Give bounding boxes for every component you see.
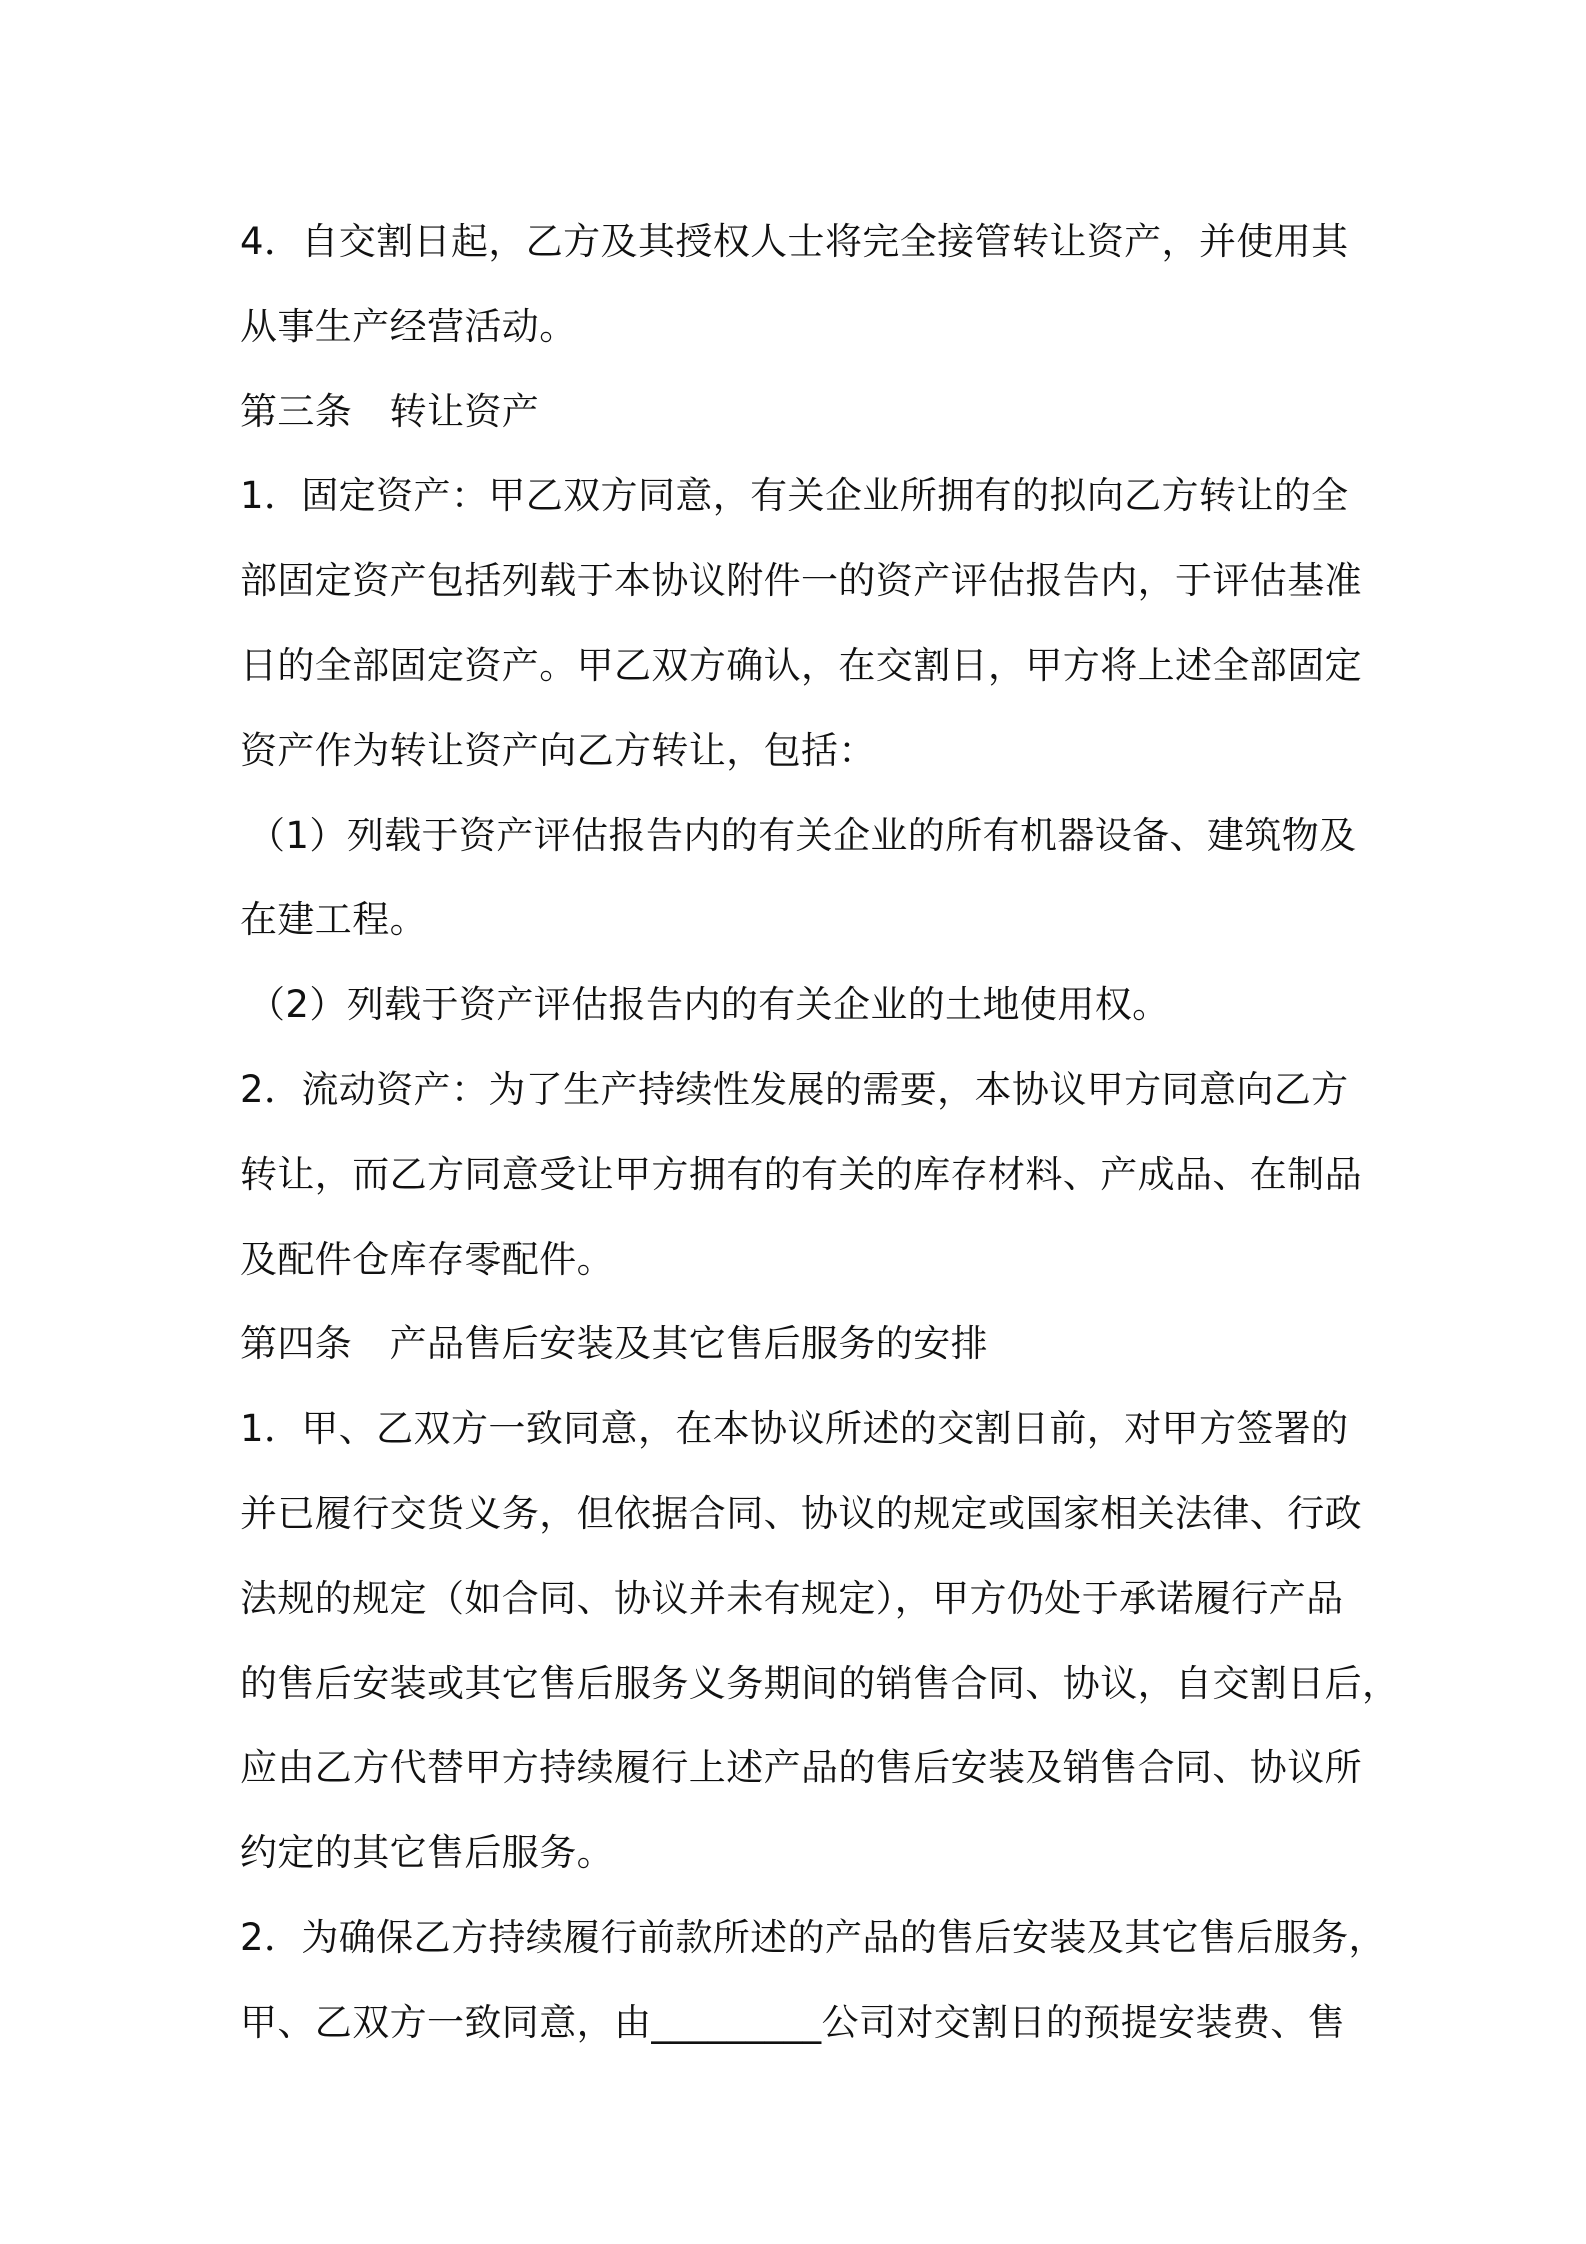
paragraph-line: 1．甲、乙双方一致同意，在本协议所述的交割日前，对甲方签署的: [240, 1407, 1349, 1451]
paragraph-line: 2．为确保乙方持续履行前款所述的产品的售后安装及其它售后服务，: [240, 1915, 1386, 1959]
paragraph-line: 日的全部固定资产。甲乙双方确认，在交割日，甲方将上述全部固定: [240, 643, 1362, 687]
paragraph-line: 在建工程。: [240, 898, 427, 942]
paragraph-line: 从事生产经营活动。: [240, 304, 577, 348]
list-item-line: （1）列载于资产评估报告内的有关企业的所有机器设备、建筑物及: [248, 813, 1357, 857]
paragraph-line: 并已履行交货义务，但依据合同、协议的规定或国家相关法律、行政: [240, 1491, 1362, 1535]
paragraph-line: 转让，而乙方同意受让甲方拥有的有关的库存材料、产成品、在制品: [240, 1152, 1362, 1196]
list-item-line: （2）列载于资产评估报告内的有关企业的土地使用权。: [248, 983, 1170, 1027]
paragraph-line: 4．自交割日起，乙方及其授权人士将完全接管转让资产，并使用其: [240, 220, 1349, 263]
paragraph-line: 法规的规定（如合同、协议并未有规定），甲方仍处于承诺履行产品: [240, 1576, 1344, 1620]
paragraph-line: 资产作为转让资产向乙方转让，包括：: [240, 728, 876, 772]
paragraph-line: 2．流动资产：为了生产持续性发展的需要，本协议甲方同意向乙方: [240, 1067, 1349, 1111]
paragraph-line: 部固定资产包括列载于本协议附件一的资产评估报告内，于评估基准: [240, 559, 1362, 603]
paragraph-line: 甲、乙双方一致同意，由_________公司对交割日的预提安装费、售: [240, 2000, 1346, 2044]
section-heading: 第四条 产品售后安装及其它售后服务的安排: [240, 1322, 988, 1366]
paragraph-line: 1．固定资产：甲乙双方同意，有关企业所拥有的拟向乙方转让的全: [240, 474, 1349, 518]
paragraph-line: 约定的其它售后服务。: [240, 1831, 614, 1875]
paragraph-line: 应由乙方代替甲方持续履行上述产品的售后安装及销售合同、协议所: [240, 1746, 1362, 1790]
paragraph-line: 的售后安装或其它售后服务义务期间的销售合同、协议，自交割日后，: [240, 1661, 1400, 1705]
section-heading: 第三条 转让资产: [240, 389, 540, 433]
document-body: [240, 200, 1400, 2066]
paragraph-line: 及配件仓库存零配件。: [240, 1237, 614, 1281]
